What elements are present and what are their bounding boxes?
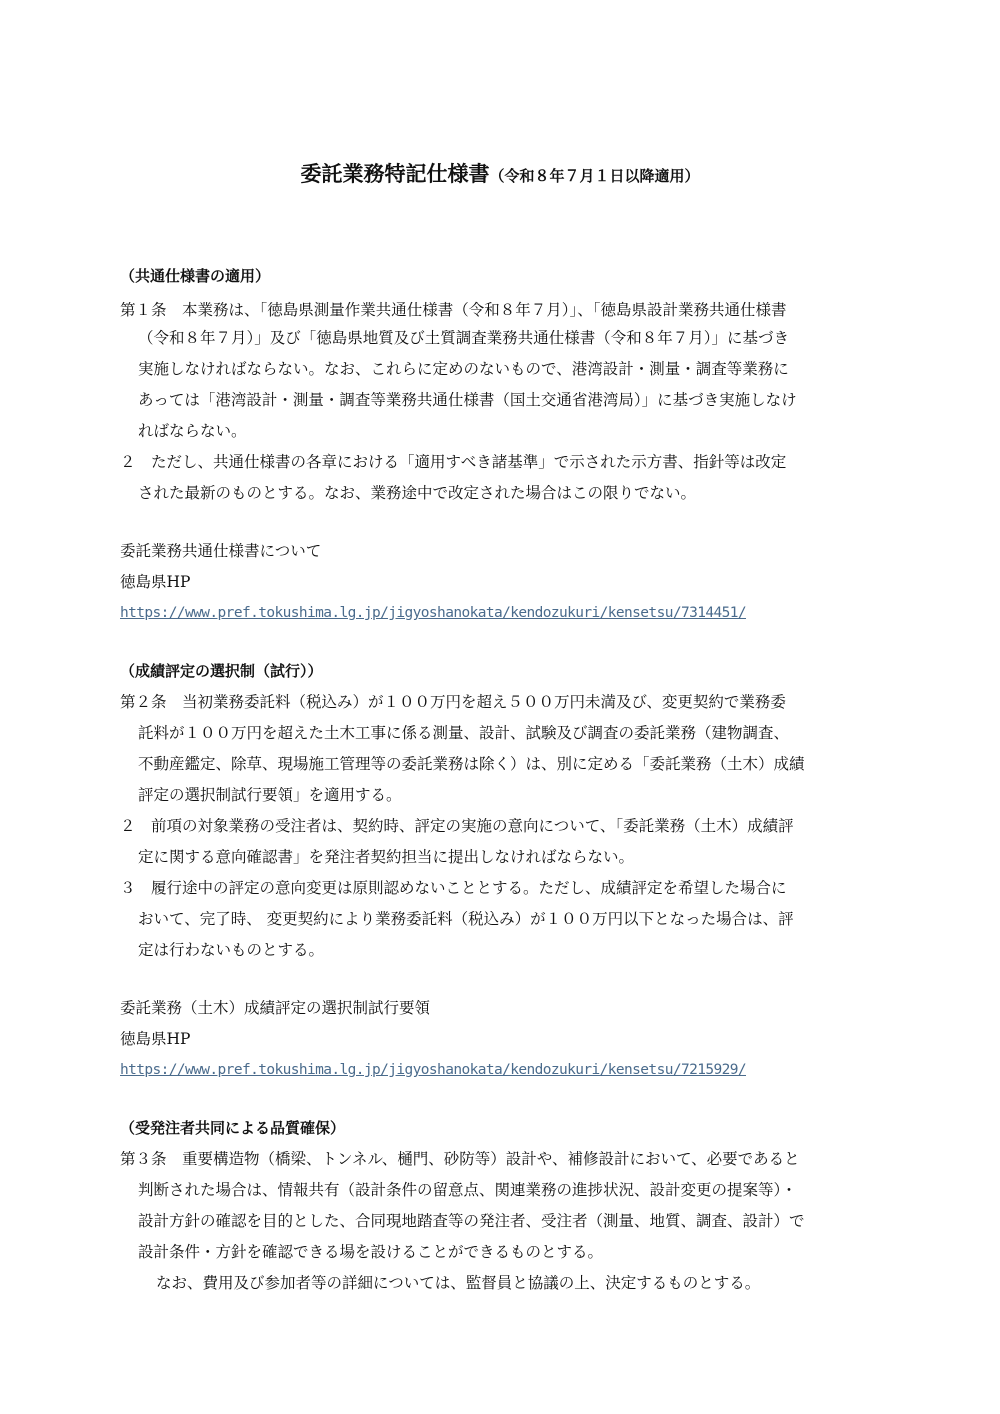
article-1-line: （令和８年７月）」及び「徳島県地質及び土質調査業務共通仕様書（令和８年７月）」に基づき [138, 329, 790, 347]
article-1-line: ればならない。 [138, 422, 247, 440]
section-heading-quality-assurance: （受発注者共同による品質確保） [120, 1119, 346, 1137]
document-title-sub: （令和８年７月１日以降適用） [489, 167, 700, 185]
article-2-line: 第２条 当初業務委託料（税込み）が１００万円を超え５００万円未満及び、変更契約で業務委 [120, 693, 786, 711]
article-2-paragraph-3-line: おいて、完了時、 変更契約により業務委託料（税込み）が１００万円以下となった場合は、評 [138, 910, 794, 928]
article-3-line: 設計方針の確認を目的とした、合同現地踏査等の発注者、受注者（測量、地質、調査、設計）で [138, 1212, 805, 1230]
article-3-line: 第３条 重要構造物（橋梁、トンネル、樋門、砂防等）設計や、補修設計において、必要であると [120, 1150, 800, 1168]
document-title-main: 委託業務特記仕様書 [300, 162, 490, 186]
article-2-paragraph-2-line: 定に関する意向確認書」を発注者契約担当に提出しなければならない。 [138, 848, 635, 866]
document-title [0, 158, 1000, 188]
article-2-paragraph-3-line: 定は行わないものとする。 [138, 941, 325, 959]
article-1-line: 実施しなければならない。なお、これらに定めのないもので、港湾設計・測量・調査等業務に [138, 360, 789, 378]
reference-site: 徳島県HP [120, 573, 191, 591]
article-3-line: 判断された場合は、情報共有（設計条件の留意点、関連業務の進捗状況、設計変更の提案等）・ [138, 1181, 797, 1199]
reference-title: 委託業務共通仕様書について [120, 542, 322, 560]
article-2-line: 評定の選択制試行要領」を適用する。 [138, 786, 402, 804]
section-heading-evaluation: （成績評定の選択制（試行）） [120, 662, 323, 680]
article-1-paragraph-2-line: ２ ただし、共通仕様書の各章における「適用すべき諸基準」で示された示方書、指針等は改定 [120, 453, 787, 471]
reference-link-common-spec[interactable]: https://www.pref.tokushima.lg.jp/jigyoshanokata/kendozukuri/kensetsu/7314451/ [120, 605, 746, 621]
reference-link-evaluation[interactable]: https://www.pref.tokushima.lg.jp/jigyoshanokata/kendozukuri/kensetsu/7215929/ [120, 1062, 746, 1078]
article-1-line: 第１条 本業務は、「徳島県測量作業共通仕様書（令和８年７月）」、「徳島県設計業務共通仕様書 [120, 301, 787, 319]
article-3-line: 設計条件・方針を確認できる場を設けることができるものとする。 [138, 1243, 604, 1261]
reference-title: 委託業務（土木）成績評定の選択制試行要領 [120, 999, 431, 1017]
article-2-paragraph-3-line: ３ 履行途中の評定の意向変更は原則認めないこととする。ただし、成績評定を希望した場合に [120, 879, 787, 897]
article-1-line: あっては「港湾設計・測量・調査等業務共通仕様書（国土交通省港湾局）」に基づき実施しなけ [138, 391, 797, 409]
article-3-note-line: なお、費用及び参加者等の詳細については、監督員と協議の上、決定するものとする。 [156, 1274, 761, 1292]
article-2-paragraph-2-line: ２ 前項の対象業務の受注者は、契約時、評定の実施の意向について、「委託業務（土木）成績評 [120, 817, 794, 835]
article-1-paragraph-2-line: された最新のものとする。なお、業務途中で改定された場合はこの限りでない。 [138, 484, 697, 502]
section-heading-common-spec: （共通仕様書の適用） [120, 267, 271, 285]
article-2-line: 託料が１００万円を超えた土木工事に係る測量、設計、試験及び調査の委託業務（建物調査、 [138, 724, 790, 742]
reference-site: 徳島県HP [120, 1030, 191, 1048]
article-2-line: 不動産鑑定、除草、現場施工管理等の委託業務は除く）は、別に定める「委託業務（土木）成績 [138, 755, 805, 773]
